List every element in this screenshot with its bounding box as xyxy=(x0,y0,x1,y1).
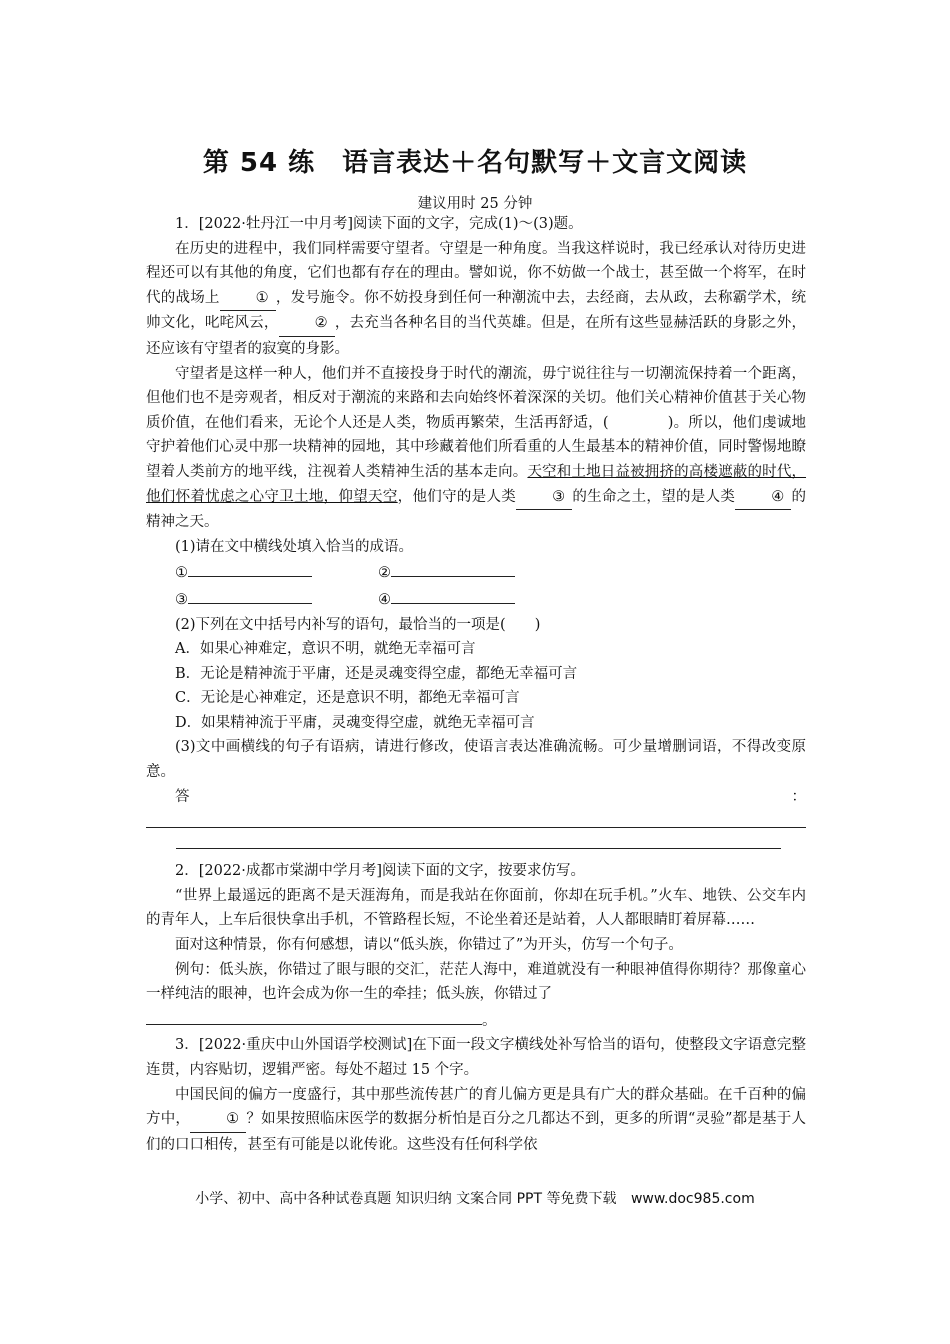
q1-stem: 1．[2022·牡丹江一中月考]阅读下面的文字，完成(1)～(3)题。 xyxy=(175,216,583,232)
page-footer xyxy=(0,1188,950,1208)
q1-p1-text-c: ，去充当各种名目的当代英雄。但是，在所有这些显赫活跃的身影之外，还应该有守望者的寂寞的身影。 xyxy=(146,315,807,357)
q1-fill-row-1 xyxy=(146,559,806,586)
q1-p2-text-c: 的生命之土，望的是人类 xyxy=(572,488,736,505)
q1-underlined-sentence: 天空和土地日益被拥挤的高楼遮蔽的时代，他们怀着忧虑之心守卫土地，仰望天空 xyxy=(146,463,807,505)
q1-blank-2: ② xyxy=(279,311,335,337)
fill-blank-4[interactable] xyxy=(391,586,515,604)
option-d: D．如果精神流于平庸，灵魂变得空虚，就绝无幸福可言 xyxy=(175,714,535,731)
q1-p1-text-a: 在历史的进程中，我们同样需要守望者。守望是一种角度。当我这样说时，我已经承认对待历史进程还可以有其他的角度，它们也都有存在的理由。譬如说，你不妨做一个战士，甚至做一个将军，在时代的战场上 xyxy=(146,240,806,306)
q1-p2-text-d: 的精神之天。 xyxy=(146,488,807,531)
q2-example: 例句：低头族，你错过了眼与眼的交汇，茫茫人海中，难道就没有一种眼神值得你期待？那像童心一样纯洁的眼神，也许会成为你一生的牵挂；低头族，你错过了 xyxy=(146,961,806,1003)
q1-sub-1: (1)请在文中横线处填入恰当的成语。 xyxy=(175,538,414,555)
q2-blank[interactable] xyxy=(146,1007,482,1025)
document-body xyxy=(146,212,806,1157)
q3-stem: 3．[2022·重庆中山外国语学校测试]在下面一段文字横线处补写恰当的语句，使整段文字语意完整连贯，内容贴切，逻辑严密。每处不超过 15 个字。 xyxy=(146,1037,806,1078)
q2-end-mark: 。 xyxy=(482,1012,497,1029)
q1-blank-3: ③ xyxy=(516,485,572,511)
q1-paragraph-2 xyxy=(146,362,806,535)
footer-url[interactable]: www.doc985.com xyxy=(630,1191,755,1207)
fill-label-2: ② xyxy=(378,565,391,582)
fill-blank-1[interactable] xyxy=(188,559,312,577)
q1-p2-text-b: ，他们守的是人类 xyxy=(397,488,517,505)
fill-blank-2[interactable] xyxy=(391,559,515,577)
answer-row xyxy=(146,785,806,810)
page-title: 第 54 练 语言表达＋名句默写＋文言文阅读 xyxy=(202,148,748,178)
option-c: C．无论是心神难定，还是意识不明，都绝无幸福可言 xyxy=(175,690,520,707)
fill-label-3: ③ xyxy=(175,591,188,608)
fill-blank-3[interactable] xyxy=(188,586,312,604)
answer-colon: ： xyxy=(791,788,806,805)
q2-stem: 2．[2022·成都市棠湖中学月考]阅读下面的文字，按要求仿写。 xyxy=(175,863,586,880)
q1-fill-row-2 xyxy=(146,586,806,613)
q2-answer-line xyxy=(146,1007,806,1034)
option-a: A．如果心神难定，意识不明，就绝无幸福可言 xyxy=(175,641,476,658)
option-b: B．无论是精神流于平庸，还是灵魂变得空虚，都绝无幸福可言 xyxy=(175,665,578,682)
q3-text-a: 中国民间的偏方一度盛行，其中那些流传甚广的育儿偏方更是具有广大的群众基础。在千百种的偏方中， xyxy=(146,1086,806,1128)
q3-blank-1: ① xyxy=(190,1107,246,1133)
q1-sub-3: (3)文中画横线的句子有语病，请进行修改，使语言表达准确流畅。可少量增删词语，不得改变原意。 xyxy=(146,739,806,781)
q1-blank-1: ① xyxy=(220,286,276,312)
q2-paragraph-2: 面对这种情景，你有何感想，请以“低头族，你错过了”为开头，仿写一个句子。 xyxy=(175,937,683,954)
q2-paragraph-1: “世界上最遥远的距离不是天涯海角，而是我站在你面前，你却在玩手机。”火车、地铁、公交车内的青年人，上车后很快拿出手机，不管路程长短，不论坐着还是站着，人人都眼睛盯着屏幕…… xyxy=(146,887,806,929)
fill-label-1: ① xyxy=(175,565,188,582)
q1-blank-4: ④ xyxy=(735,485,791,511)
answer-label: 答 xyxy=(175,788,190,805)
q1-sub-2: (2)下列在文中括号内补写的语句，最恰当的一项是( ) xyxy=(175,616,541,633)
q1-p1-text-b: ，发号施令。你不妨投身到任何一种潮流中去，去经商，去从政，去称霸学术，统帅文化，叱咤风云， xyxy=(146,289,807,332)
answer-line-1[interactable] xyxy=(146,817,806,828)
footer-text: 小学、初中、高中各种试卷真题 知识归纳 文案合同 PPT 等免费下载 xyxy=(195,1191,617,1207)
answer-line-2[interactable] xyxy=(176,838,781,849)
q3-paragraph-1 xyxy=(146,1083,806,1158)
fill-label-4: ④ xyxy=(378,591,391,608)
page-subtitle: 建议用时 25 分钟 xyxy=(417,196,533,212)
q1-p2-text-a: 守望者是这样一种人，他们并不直接投身于时代的潮流，毋宁说往往与一切潮流保持着一个距离，但他们也不是旁观者，相反对于潮流的来路和去向始终怀着深深的关切。他们关心精神价值甚于关心物质价值，在他们看来，无论个人还是人类，物质再繁荣，生活再舒适，( )。所以，他们虔诚地守护着他们心灵中那一块精神的园地，其中珍藏着他们所看重的人生最基本的精神价值，同时警惕地瞭望着人类前方的地平线，注视着人类精神生活的基本走向。 xyxy=(146,365,806,480)
q3-text-b: ？如果按照临床医学的数据分析怕是百分之几都达不到，更多的所谓“灵验”都是基于人们的口口相传，甚至有可能是以讹传讹。这些没有任何科学依 xyxy=(146,1111,806,1153)
q1-paragraph-1 xyxy=(146,237,806,362)
